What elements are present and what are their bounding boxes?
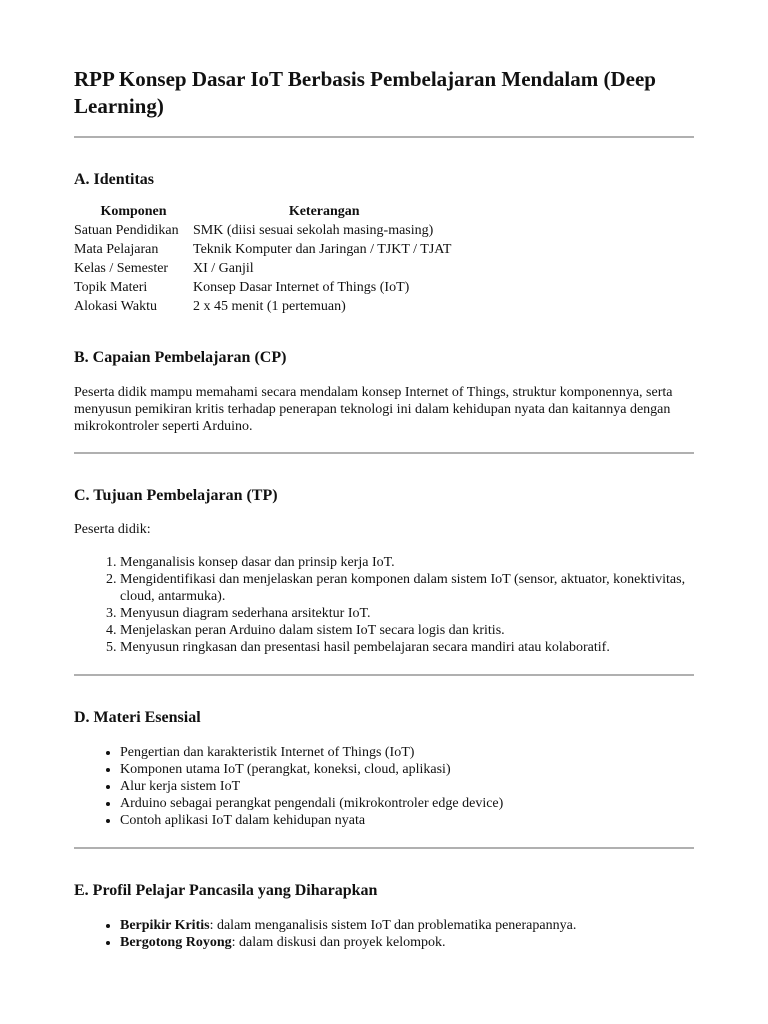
table-cell-label: Mata Pelajaran: [74, 242, 159, 257]
list-item: 4. Menjelaskan peran Arduino dalam sistem IoT secara logis dan kritis.: [120, 622, 694, 639]
list-item: • Arduino sebagai perangkat pengendali (mikrokontroler edge device): [120, 795, 694, 812]
divider: [74, 452, 694, 454]
table-row: [74, 222, 455, 241]
table-cell-value: XI / Ganjil: [193, 261, 254, 276]
list-item: 2. Mengidentifikasi dan menjelaskan peran komponen dalam sistem IoT (sensor, aktuator, konektivitas, cloud, antarmuka).: [120, 571, 694, 605]
list-item: • Alur kerja sistem IoT: [120, 778, 694, 795]
profile-item-title: Bergotong Royong: [120, 935, 232, 950]
section-b-heading: B. Capaian Pembelajaran (CP): [74, 349, 287, 366]
essential-materials-list: [74, 744, 694, 829]
list-item: • Contoh aplikasi IoT dalam kehidupan nyata: [120, 812, 694, 829]
list-item: 5. Menyusun ringkasan dan presentasi hasil pembelajaran secara mandiri atau kolaboratif.: [120, 639, 694, 656]
section-c-heading: C. Tujuan Pembelajaran (TP): [74, 487, 278, 504]
divider: [74, 847, 694, 849]
table-header-komponen: Komponen: [100, 204, 167, 219]
table-row: [74, 260, 455, 279]
list-item: 1. Menganalisis konsep dasar dan prinsip kerja IoT.: [120, 554, 694, 571]
list-item: [120, 934, 694, 951]
table-cell-label: Satuan Pendidikan: [74, 223, 179, 238]
document-page: [74, 66, 694, 951]
section-d-heading: D. Materi Esensial: [74, 709, 201, 726]
section-e-heading: E. Profil Pelajar Pancasila yang Diharapkan: [74, 882, 378, 899]
profile-item-text: : dalam menganalisis sistem IoT dan problematika penerapannya.: [209, 918, 577, 933]
table-row: [74, 279, 455, 298]
learning-objectives-list: [74, 554, 694, 656]
list-item: • Komponen utama IoT (perangkat, koneksi, cloud, aplikasi): [120, 761, 694, 778]
profile-item-text: : dalam diskusi dan proyek kelompok.: [231, 935, 446, 950]
table-row: [74, 298, 455, 317]
document-title: RPP Konsep Dasar IoT Berbasis Pembelajaran Mendalam (Deep Learning): [74, 67, 656, 118]
table-cell-value: Teknik Komputer dan Jaringan / TJKT / TJAT: [193, 242, 452, 257]
table-cell-label: Topik Materi: [74, 280, 148, 295]
table-header-keterangan: Keterangan: [288, 204, 360, 219]
list-item: • Pengertian dan karakteristik Internet of Things (IoT): [120, 744, 694, 761]
list-item: 3. Menyusun diagram sederhana arsitektur IoT.: [120, 605, 694, 622]
table-cell-label: Alokasi Waktu: [74, 299, 157, 314]
table-row: [74, 241, 455, 260]
table-cell-value: 2 x 45 menit (1 pertemuan): [193, 299, 346, 314]
table-cell-value: SMK (diisi sesuai sekolah masing-masing): [193, 223, 434, 238]
table-header-row: [74, 203, 455, 222]
section-a-heading: A. Identitas: [74, 171, 155, 188]
profile-list: [74, 917, 694, 951]
table-cell-label: Kelas / Semester: [74, 261, 169, 276]
identity-table: [74, 203, 455, 317]
section-b-text: Peserta didik mampu memahami secara mendalam konsep Internet of Things, struktur komponennya, serta menyusun pemikiran kritis terhadap penerapan teknologi ini dalam kehidupan nyata dan kaitannya dengan mikrokontroler seperti Arduino.: [74, 385, 673, 434]
divider: [74, 136, 694, 138]
table-cell-value: Konsep Dasar Internet of Things (IoT): [193, 280, 410, 295]
list-item: [120, 917, 694, 934]
section-c-intro: Peserta didik:: [74, 522, 151, 537]
profile-item-title: Berpikir Kritis: [120, 918, 210, 933]
divider: [74, 674, 694, 676]
